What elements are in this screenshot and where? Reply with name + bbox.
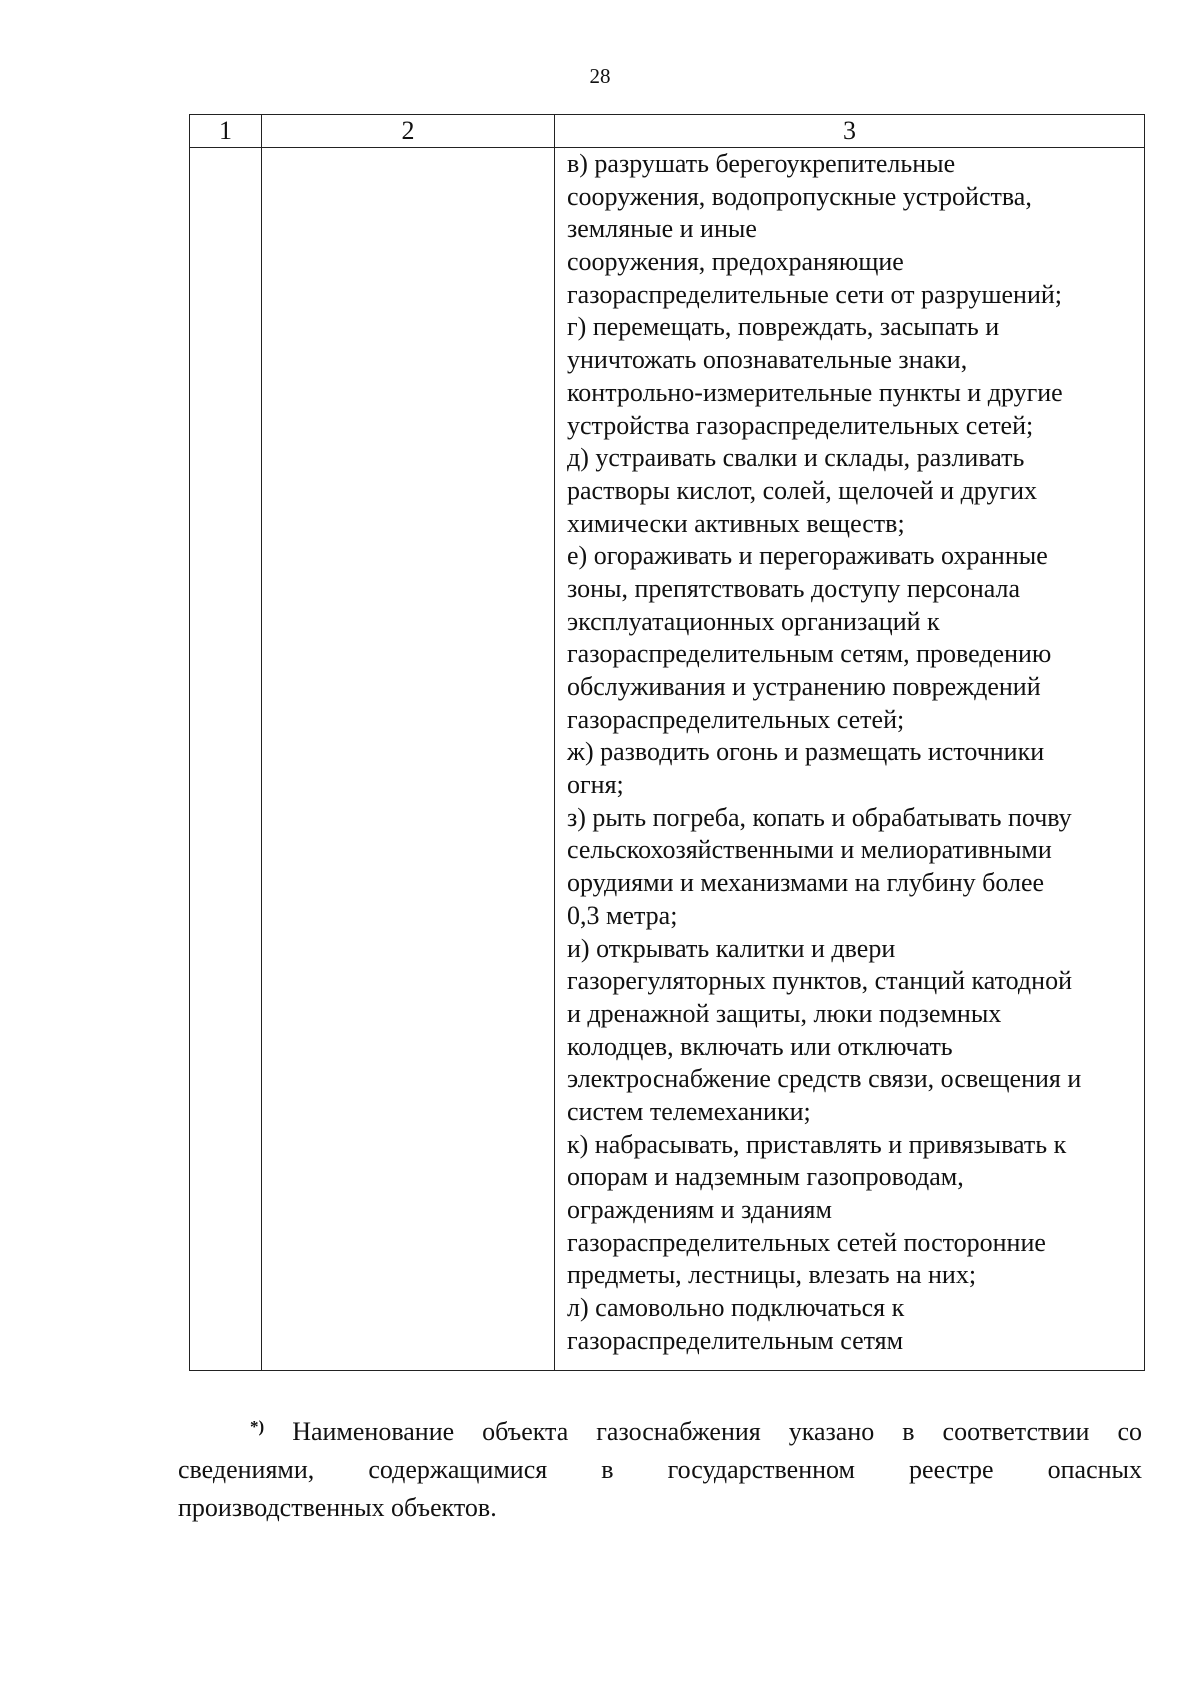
list-item: ж) разводить огонь и размещать источники: [567, 737, 1045, 767]
footnote-line: сведениями, содержащимися в государственном реестре опасных: [178, 1455, 1142, 1484]
list-item: электроснабжение средств связи, освещения и: [567, 1064, 1082, 1094]
footnote-text: Наименование объекта газоснабжения указано в соответствии со: [292, 1417, 1143, 1446]
footnote: [178, 1408, 1142, 1527]
list-item: контрольно-измерительные пункты и другие: [567, 377, 1063, 407]
page-number: 28: [589, 64, 611, 88]
list-item: уничтожать опознавательные знаки,: [567, 345, 968, 375]
column-header-1: 1: [190, 115, 262, 148]
list-item: газораспределительных сетей;: [567, 704, 905, 734]
list-item: растворы кислот, солей, щелочей и других: [567, 475, 1038, 505]
list-item: орудиями и механизмами на глубину более: [567, 868, 1045, 898]
list-item: газораспределительным сетям, проведению: [567, 639, 1052, 669]
list-item: обслуживания и устранению повреждений: [567, 672, 1041, 701]
column-header-3: 3: [555, 115, 1145, 148]
table-cell-column-2: [262, 148, 555, 1371]
list-item: и) открывать калитки и двери: [567, 933, 896, 963]
table-row: [190, 148, 1145, 1371]
list-item: колодцев, включать или отключать: [567, 1031, 953, 1061]
list-item: предметы, лестницы, влезать на них;: [567, 1260, 977, 1290]
table-cell-column-3: [555, 148, 1145, 1371]
footnote-line: [178, 1408, 1142, 1451]
list-item: ограждениям и зданиям: [567, 1195, 832, 1224]
list-item: опорам и надземным газопроводам,: [567, 1162, 964, 1192]
table-header-row: [190, 115, 1145, 148]
list-item: сооружения, водопропускные устройства,: [567, 181, 1032, 211]
list-item: газораспределительным сетям: [567, 1325, 904, 1355]
list-item: земляные и иные: [567, 214, 757, 244]
document-table: [189, 114, 1145, 1371]
list-item: зоны, препятствовать доступу персонала: [567, 573, 1021, 603]
list-item: сооружения, предохраняющие: [567, 247, 904, 277]
column-header-2: 2: [262, 115, 555, 148]
list-item: 0,3 метра;: [567, 900, 678, 930]
list-item: газораспределительных сетей посторонние: [567, 1227, 1046, 1257]
list-item: в) разрушать берегоукрепительные: [567, 149, 956, 178]
list-item: газорегуляторных пунктов, станций катодной: [567, 966, 1072, 996]
list-item: з) рыть погреба, копать и обрабатывать почву: [567, 802, 1072, 832]
list-item: г) перемещать, повреждать, засыпать и: [567, 312, 1000, 342]
list-item: систем телемеханики;: [567, 1096, 811, 1126]
list-item: и дренажной защиты, люки подземных: [567, 998, 1002, 1028]
list-item: устройства газораспределительных сетей;: [567, 410, 1034, 440]
list-item: е) огораживать и перегораживать охранные: [567, 541, 1048, 571]
footnote-line: производственных объектов.: [178, 1493, 497, 1522]
list-item: к) набрасывать, приставлять и привязывать к: [567, 1129, 1067, 1159]
footnote-marker: *): [250, 1417, 265, 1436]
list-item: сельскохозяйственными и мелиоративными: [567, 835, 1052, 865]
list-item: д) устраивать свалки и склады, разливать: [567, 443, 1025, 473]
table-cell-column-1: [190, 148, 262, 1371]
list-item: л) самовольно подключаться к: [567, 1293, 905, 1323]
list-item: газораспределительные сети от разрушений;: [567, 279, 1063, 309]
list-item: огня;: [567, 770, 624, 800]
list-item: эксплуатационных организаций к: [567, 606, 940, 636]
list-item: химически активных веществ;: [567, 508, 905, 538]
prohibitions-list: [567, 148, 1136, 1357]
